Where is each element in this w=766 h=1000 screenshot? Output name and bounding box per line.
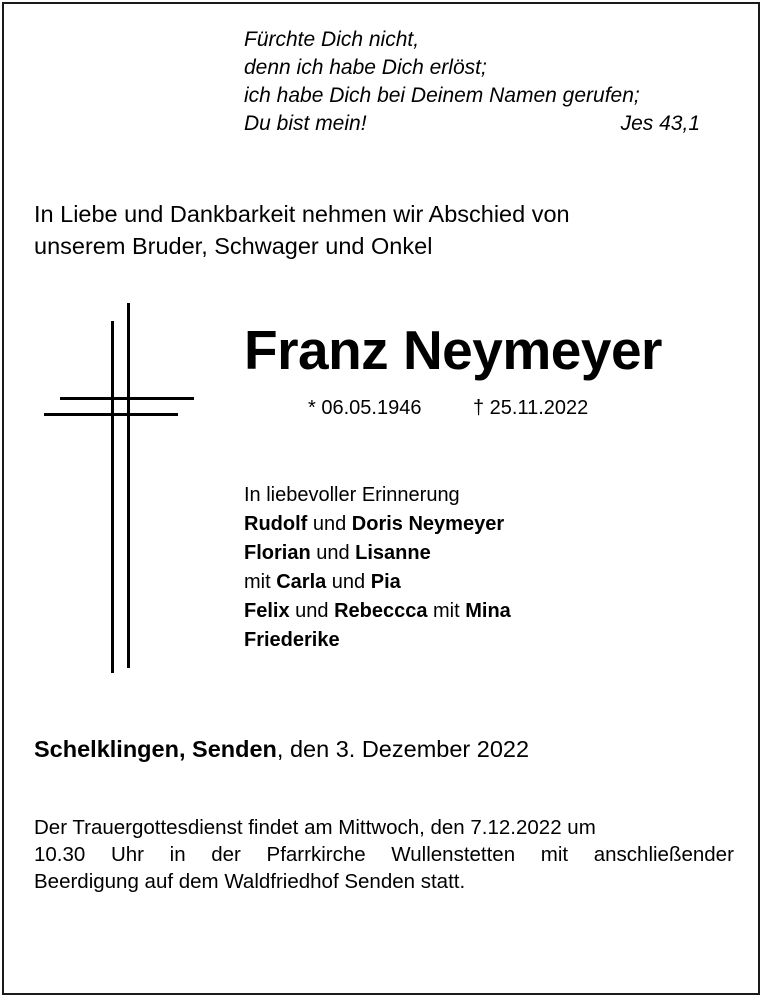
mourner-name: Mina	[465, 600, 511, 622]
mourner-row	[244, 626, 511, 655]
conjunction: und	[326, 571, 371, 593]
funeral-service-info	[34, 814, 734, 895]
deceased-name: Franz Neymeyer	[244, 319, 662, 381]
mourner-row	[244, 597, 511, 626]
conjunction: und	[307, 513, 352, 535]
mourner-row	[244, 568, 511, 597]
mourner-name: Lisanne	[355, 542, 431, 564]
mourner-row	[244, 539, 511, 568]
mourner-name: Felix	[244, 600, 290, 622]
mourner-name: Pia	[370, 571, 401, 593]
service-word: 10.30	[34, 843, 86, 866]
service-word: Wullenstetten	[391, 843, 516, 866]
service-word: in	[169, 843, 186, 866]
service-word: anschließender	[593, 843, 734, 866]
intro-text	[34, 198, 570, 262]
intro-line-1: In Liebe und Dankbarkeit nehmen wir Abschied von	[34, 201, 570, 227]
life-dates	[308, 395, 588, 421]
mourner-row	[244, 510, 511, 539]
conjunction: und	[310, 542, 356, 564]
service-word: Pfarrkirche	[266, 843, 366, 866]
intro-line-2: unserem Bruder, Schwager und Onkel	[34, 233, 433, 259]
places: Schelklingen, Senden	[34, 736, 277, 762]
death-date: † 25.11.2022	[473, 397, 589, 419]
bible-verse	[244, 26, 704, 138]
notice-date: , den 3. Dezember 2022	[276, 736, 530, 762]
mourner-name: Friederike	[244, 629, 340, 651]
conjunction: mit	[427, 600, 466, 622]
cross-vertical-line-right	[127, 303, 130, 668]
service-word: Uhr	[110, 843, 144, 866]
service-word: der	[211, 843, 241, 866]
cross-vertical-line-left	[111, 321, 114, 673]
mourners-list	[244, 481, 511, 655]
preposition: mit	[244, 571, 277, 593]
mourner-name: Florian	[244, 542, 311, 564]
service-line-2	[34, 841, 734, 868]
mourner-name: Doris Neymeyer	[351, 513, 505, 535]
service-line-3: Beerdigung auf dem Waldfriedhof Senden statt.	[34, 870, 466, 893]
place-and-date	[34, 733, 529, 765]
mourner-name: Rudolf	[244, 513, 308, 535]
mourners-heading: In liebevoller Erinnerung	[244, 484, 460, 506]
verse-line-2: denn ich habe Dich erlöst;	[244, 56, 487, 79]
cross-horizontal-line-top	[60, 397, 194, 400]
verse-line-3: ich habe Dich bei Deinem Namen gerufen;	[244, 84, 640, 107]
birth-date: * 06.05.1946	[308, 397, 422, 419]
verse-reference: Jes 43,1	[620, 112, 700, 135]
verse-line-4-text: Du bist mein!	[244, 112, 367, 135]
cross-horizontal-line-bottom	[44, 413, 178, 416]
verse-line-1: Fürchte Dich nicht,	[244, 28, 420, 51]
cross-icon	[44, 303, 204, 673]
service-word: mit	[540, 843, 569, 866]
service-line-1: Der Trauergottesdienst findet am Mittwoch, den 7.12.2022 um	[34, 816, 596, 839]
mourner-name: Carla	[276, 571, 327, 593]
mourner-name: Rebeccca	[334, 600, 428, 622]
verse-line-4	[244, 110, 704, 138]
conjunction: und	[289, 600, 335, 622]
